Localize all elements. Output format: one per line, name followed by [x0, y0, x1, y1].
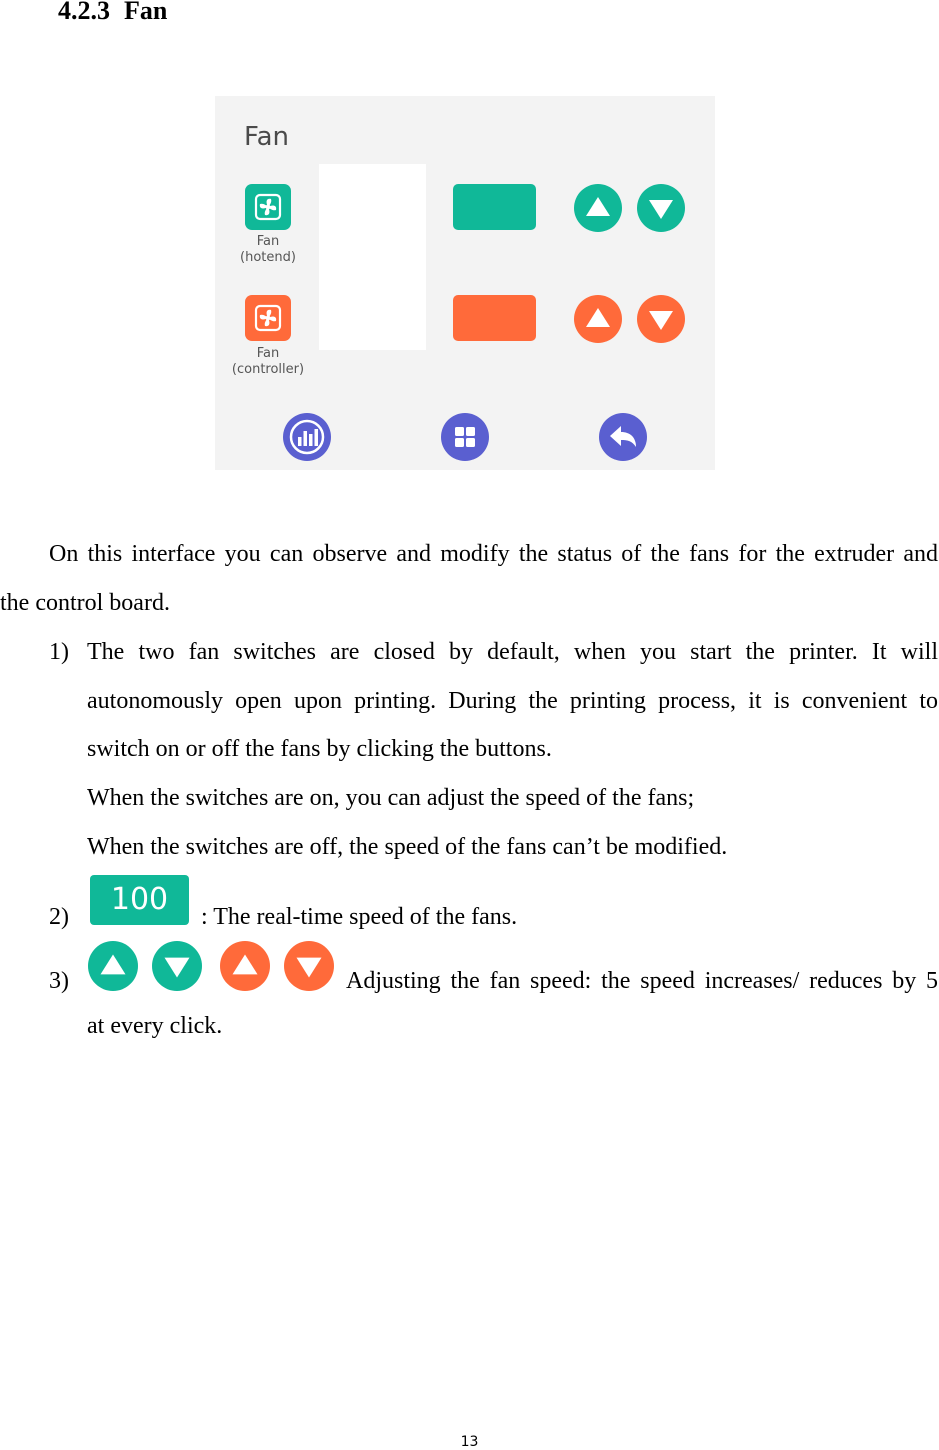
arrow-down-icon: [637, 184, 685, 232]
section-title: Fan: [124, 0, 168, 25]
item-3-text: Adjusting the fan speed: the speed increases/ reduces by 5: [346, 968, 938, 994]
green-down-button-sample: [152, 941, 202, 991]
grid-menu-icon: [441, 413, 489, 461]
fan-hotend-switch[interactable]: [245, 184, 291, 230]
item-3-marker: 3): [49, 968, 69, 994]
fan-icon: [245, 295, 291, 341]
intro-line-2: the control board.: [0, 590, 170, 616]
status-nav-button[interactable]: [283, 413, 331, 461]
fan-controller-label-line2: (controller): [231, 362, 305, 377]
item-3-text-2: at every click.: [87, 1013, 223, 1039]
arrow-down-icon: [637, 295, 685, 343]
fan-screen-screenshot: [215, 96, 715, 470]
arrow-up-icon: [574, 184, 622, 232]
fan-controller-speed-up-button[interactable]: [574, 295, 622, 343]
speed-value-chip: 100: [90, 875, 189, 925]
fan-controller-label-line1: Fan: [256, 346, 280, 361]
fan-hotend-speed-down-button[interactable]: [637, 184, 685, 232]
fan-hotend-label-line2: (hotend): [240, 250, 296, 265]
back-nav-button[interactable]: [599, 413, 647, 461]
section-number: 4.2.3: [58, 0, 110, 25]
fan-controller-speed-down-button[interactable]: [637, 295, 685, 343]
arrow-down-icon: [284, 941, 334, 991]
back-arrow-icon: [599, 413, 647, 461]
intro-line-1: On this interface you can observe and modify the status of the fans for the extruder and: [49, 541, 938, 567]
item-2-text: : The real-time speed of the fans.: [201, 904, 518, 930]
fan-hotend-speed-display: [453, 184, 536, 230]
item-2-marker: 2): [49, 904, 69, 930]
item-1-extra-2: When the switches are off, the speed of the fans can’t be modified.: [87, 834, 728, 860]
fan-controller-label: [225, 346, 311, 378]
fan-status-panel: [319, 164, 426, 350]
fan-controller-switch[interactable]: [245, 295, 291, 341]
fan-hotend-speed-up-button[interactable]: [574, 184, 622, 232]
arrow-down-icon: [152, 941, 202, 991]
item-1-line-1: The two fan switches are closed by default, when you start the printer. It will: [87, 639, 938, 665]
green-up-button-sample: [88, 941, 138, 991]
item-1-extra-1: When the switches are on, you can adjust the speed of the fans;: [87, 785, 695, 811]
screen-title: Fan: [244, 122, 289, 152]
section-heading: [58, 0, 167, 26]
arrow-up-icon: [574, 295, 622, 343]
fan-controller-speed-display: [453, 295, 536, 341]
menu-nav-button[interactable]: [441, 413, 489, 461]
item-1-line-2: autonomously open upon printing. During the printing process, it is convenient to: [87, 688, 938, 714]
fan-hotend-label: [229, 234, 307, 266]
item-1-line-3: switch on or off the fans by clicking the buttons.: [87, 736, 552, 762]
arrow-up-icon: [88, 941, 138, 991]
orange-up-button-sample: [220, 941, 270, 991]
item-1-marker: 1): [49, 639, 69, 665]
orange-down-button-sample: [284, 941, 334, 991]
bar-chart-icon: [283, 413, 331, 461]
page-number: 13: [460, 1434, 479, 1450]
fan-icon: [245, 184, 291, 230]
arrow-up-icon: [220, 941, 270, 991]
fan-hotend-label-line1: Fan: [256, 234, 280, 249]
